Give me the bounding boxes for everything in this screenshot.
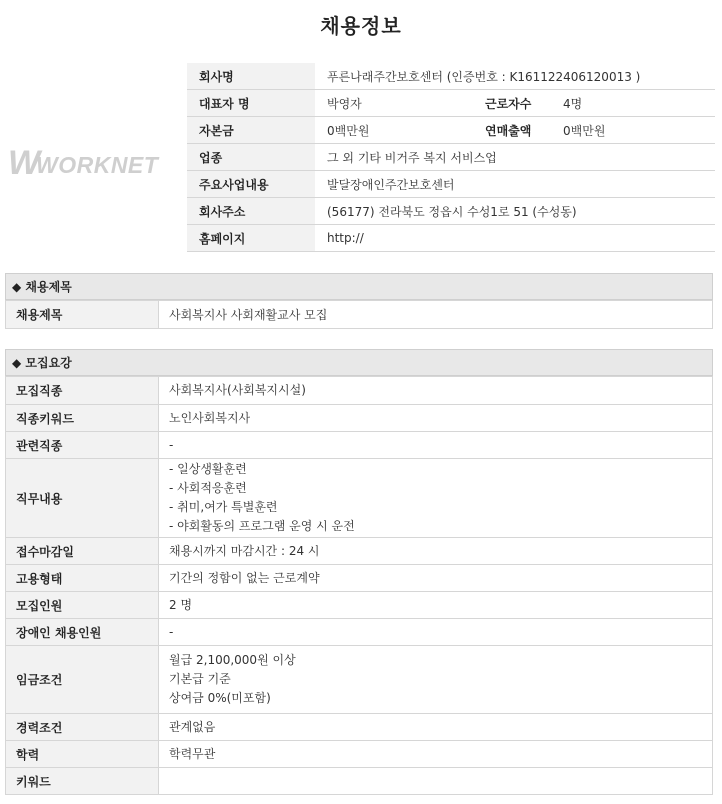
row-value <box>159 619 713 646</box>
capital-label: 자본금 <box>187 117 315 144</box>
value-line: - <box>169 624 174 639</box>
business-label: 주요사업내용 <box>187 171 315 198</box>
address-value: (56177) 전라북도 정읍시 수성1로 51 (수성동) <box>315 198 715 225</box>
row-value <box>159 646 713 714</box>
business-value: 발달장애인주간보호센터 <box>315 171 715 198</box>
job-title-label: 채용제목 <box>6 301 159 329</box>
value-line: 관계없음 <box>169 719 216 734</box>
value-line: - 사회적응훈련 <box>169 481 247 495</box>
ceo-label: 대표자 명 <box>187 90 315 117</box>
address-label: 회사주소 <box>187 198 315 225</box>
value-line: 기본급 기준 <box>169 672 231 686</box>
row-value <box>159 377 713 405</box>
employees-value: 4명 <box>551 90 715 117</box>
page-title: 채용정보 <box>320 14 402 38</box>
job-title-section <box>5 273 713 329</box>
table-row <box>6 714 713 741</box>
table-row <box>6 646 713 714</box>
value-line: 기간의 정함이 없는 근로계약 <box>169 570 320 585</box>
row-value <box>159 459 713 538</box>
value-line: - 야회활동의 프로그램 운영 시 운전 <box>169 519 355 533</box>
section-header-recruit: ◆ 모집요강 <box>5 349 713 376</box>
homepage-label: 홈페이지 <box>187 225 315 252</box>
table-row <box>6 768 713 795</box>
row-label: 모집인원 <box>6 592 159 619</box>
logo-w-mark: W <box>8 144 41 182</box>
value-line: 월급 2,100,000원 이상 <box>169 653 296 667</box>
company-name-label: 회사명 <box>187 63 315 90</box>
value-line: - <box>169 437 174 452</box>
ceo-value: 박영자 <box>315 90 485 117</box>
row-label: 고용형태 <box>6 565 159 592</box>
industry-value: 그 외 기타 비거주 복지 서비스업 <box>315 144 715 171</box>
table-row <box>6 619 713 646</box>
table-row <box>6 405 713 432</box>
row-value <box>159 565 713 592</box>
value-line: 학력무관 <box>169 746 216 761</box>
row-label: 관련직종 <box>6 432 159 459</box>
row-label: 모집직종 <box>6 377 159 405</box>
employees-label: 근로자수 <box>485 90 551 117</box>
table-row <box>6 459 713 538</box>
table-row <box>6 565 713 592</box>
row-value <box>159 714 713 741</box>
row-label: 직무내용 <box>6 459 159 538</box>
row-value <box>159 741 713 768</box>
recruit-section <box>5 349 713 795</box>
value-line: 사회복지사(사회복지시설) <box>169 383 306 397</box>
row-value <box>159 538 713 565</box>
value-line: - 취미,여가 특별훈련 <box>169 500 278 514</box>
row-label: 임금조건 <box>6 646 159 714</box>
logo-text: WORKNET <box>36 152 159 178</box>
company-name-value: 푸른나래주간보호센터 (인증번호 : K161122406120013 ) <box>315 63 715 90</box>
row-label: 키워드 <box>6 768 159 795</box>
table-row <box>6 538 713 565</box>
value-line: - 일상생활훈련 <box>169 462 247 476</box>
table-row <box>6 432 713 459</box>
job-title-table <box>5 300 713 329</box>
value-line: 2 명 <box>169 597 193 612</box>
row-value <box>159 405 713 432</box>
table-row <box>6 377 713 405</box>
value-line: 채용시까지 마감시간 : 24 시 <box>169 543 320 558</box>
table-row <box>6 741 713 768</box>
job-title-value: 사회복지사 사회재활교사 모집 <box>159 301 713 329</box>
recruit-table <box>5 376 713 795</box>
worknet-logo <box>8 146 163 182</box>
capital-value: 0백만원 <box>315 117 485 144</box>
sales-label: 연매출액 <box>485 117 551 144</box>
sales-value: 0백만원 <box>551 117 715 144</box>
row-value <box>159 432 713 459</box>
company-info-table <box>187 63 715 252</box>
row-label: 학력 <box>6 741 159 768</box>
value-line: 노인사회복지사 <box>169 410 251 425</box>
row-label: 장애인 채용인원 <box>6 619 159 646</box>
section-header-job-title: ◆ 채용제목 <box>5 273 713 300</box>
row-value <box>159 592 713 619</box>
row-label: 직종키워드 <box>6 405 159 432</box>
row-label: 경력조건 <box>6 714 159 741</box>
homepage-link[interactable]: http:// <box>315 225 715 252</box>
industry-label: 업종 <box>187 144 315 171</box>
row-value <box>159 768 713 795</box>
row-label: 접수마감일 <box>6 538 159 565</box>
table-row <box>6 592 713 619</box>
value-line: 상여금 0%(미포함) <box>169 691 271 705</box>
